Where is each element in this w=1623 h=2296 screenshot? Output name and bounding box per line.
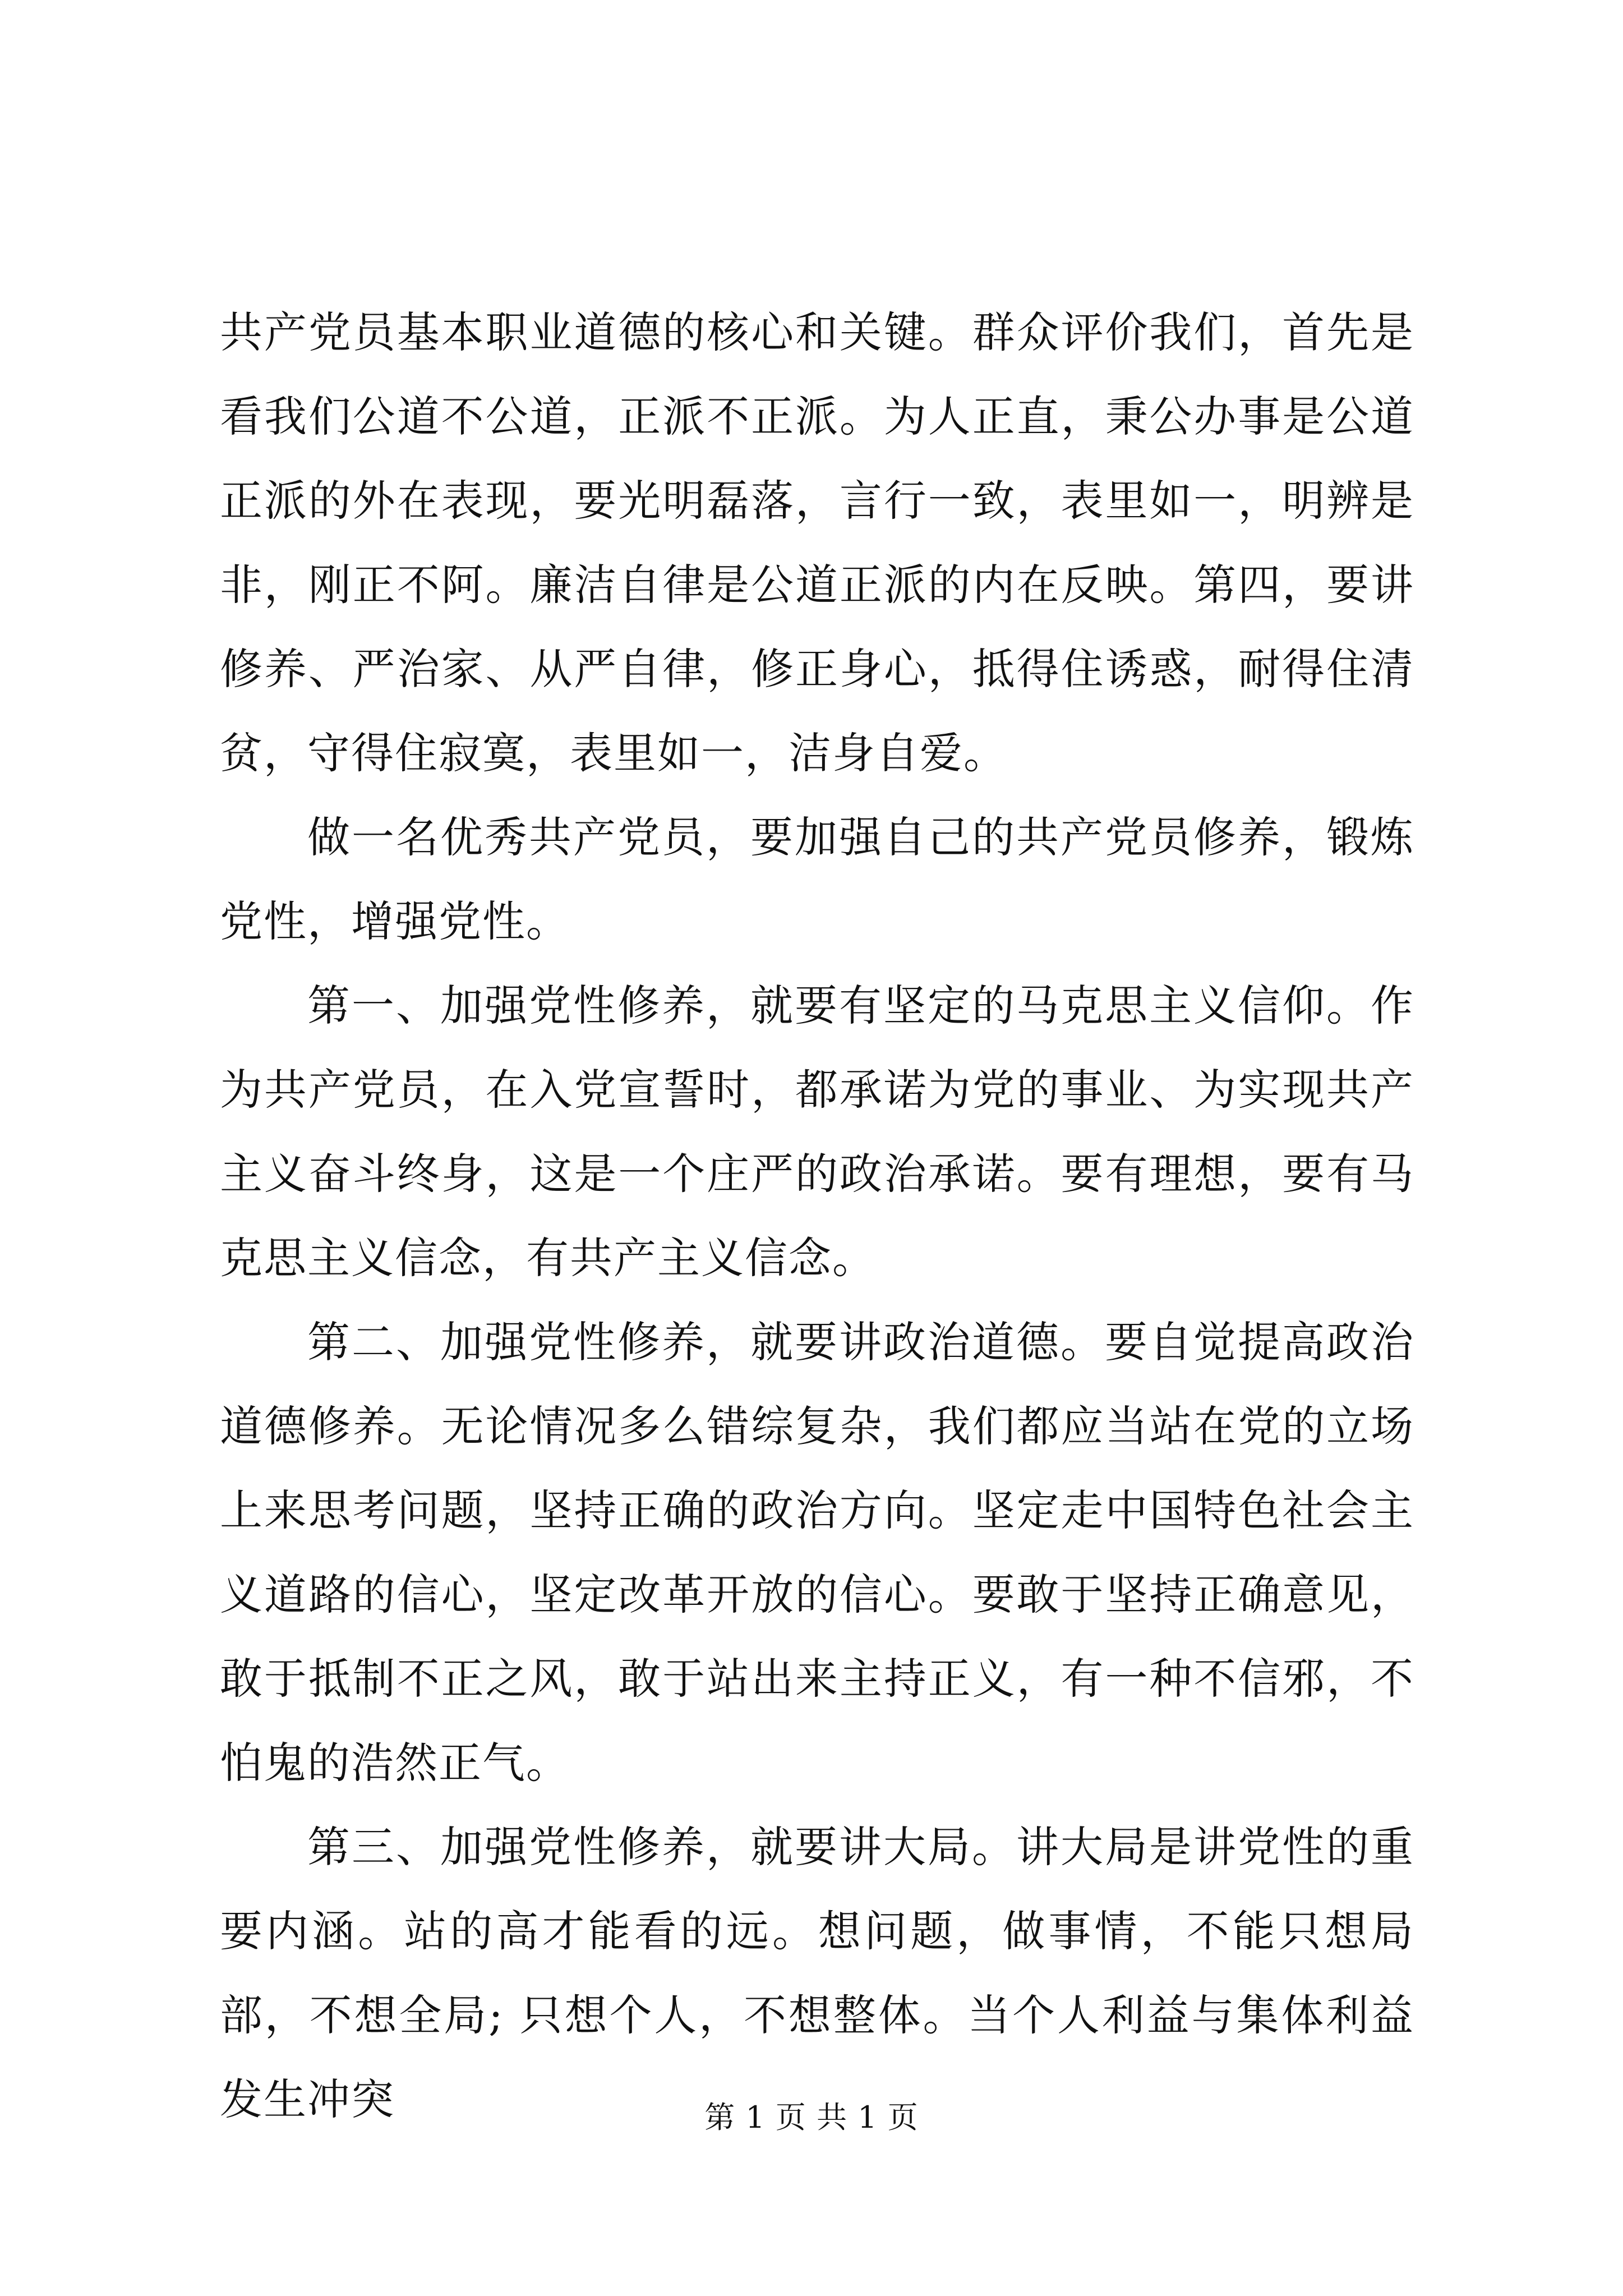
paragraph-4: 第二、加强党性修养，就要讲政治道德。要自觉提高政治道德修养。无论情况多么错综复杂，我们都应当站在党的立场上来思考问题，坚持正确的政治方向。坚定走中国特色社会主义道路的信心，坚定改革开放的信心。要敢于坚持正确意见，敢于抵制不正之风，敢于站出来主持正义，有一种不信邪，不怕鬼的浩然正气。 (220, 1317, 1414, 1788)
paragraph-3: 第一、加强党性修养，就要有坚定的马克思主义信仰。作为共产党员，在入党宣誓时，都承诺为党的事业、为实现共产主义奋斗终身，这是一个庄严的政治承诺。要有理想，要有马克思主义信念，有共产主义信念。 (220, 981, 1414, 1283)
page-footer: 第 1 页 共 1 页 (704, 2100, 919, 2135)
paragraph-2: 做一名优秀共产党员，要加强自己的共产党员修养，锻炼党性，增强党性。 (220, 812, 1414, 946)
paragraph-5: 第三、加强党性修养，就要讲大局。讲大局是讲党性的重要内涵。站的高才能看的远。想问题，做事情，不能只想局部，不想全局; 只想个人，不想整体。当个人利益与集体利益发生冲突 (220, 1822, 1414, 2124)
document-body (220, 291, 1414, 2142)
paragraph-1: 共产党员基本职业道德的核心和关键。群众评价我们，首先是看我们公道不公道，正派不正派。为人正直，秉公办事是公道正派的外在表现，要光明磊落，言行一致，表里如一，明辨是非，刚正不阿。廉洁自律是公道正派的内在反映。第四，要讲修养、严治家、从严自律，修正身心，抵得住诱惑，耐得住清贫，守得住寂寞，表里如一，洁身自爱。 (220, 307, 1414, 778)
